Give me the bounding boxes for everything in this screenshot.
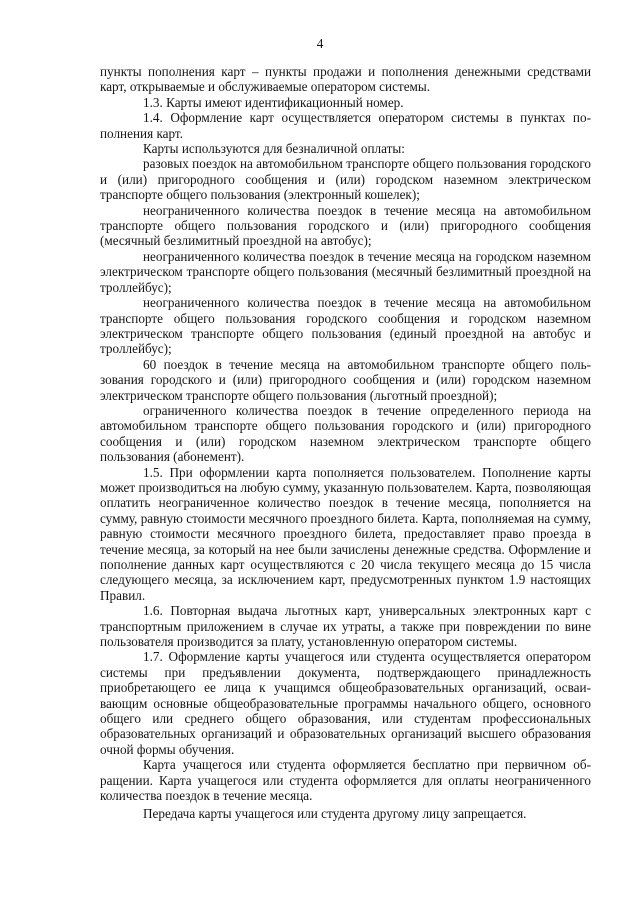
paragraph-1-6: 1.6. Повторная выдача льготных карт, универсальных электронных карт с транспортным приложением в случае их утраты, а также при повреждении по вине пользователя производится за плату, установленную оператором системы.: [100, 603, 591, 650]
paragraph-top-up-points: пункты пополнения карт – пункты продажи и пополнения денежными средствами карт, открываемые и обслуживаемые оператором системы.: [100, 64, 591, 95]
paragraph-transfer-prohibited: Передача карты учащегося или студента другому лицу запрещается.: [143, 805, 527, 821]
paragraph-1-3: 1.3. Карты имеют идентификационный номер.: [143, 94, 404, 110]
document-body: [100, 64, 591, 821]
paragraph-cards-usage: Карты используются для безналичной оплаты:: [143, 141, 405, 157]
paragraph-1-4: 1.4. Оформление карт осуществляется оператором системы в пунктах пополнения карт.: [100, 110, 591, 141]
paragraph-unlimited-bus: неограниченного количества поездок в течение месяца на автомобильном транспорте общего пользования городского и (или) пригородного сообщения (месячный безлимитный проездной на автобус);: [100, 202, 591, 249]
paragraph-unlimited-trolleybus: неограниченного количества поездок в течение месяца на городском наземном электрическом транспорте общего пользования (месячный безлимитный проездной на троллейбус);: [100, 248, 591, 295]
paragraph-student-card-free: Карта учащегося или студента оформляется бесплатно при первичном обращении. Карта учащегося или студента оформляется для оплаты неограниченного количества поездок в течение месяца.: [100, 757, 591, 804]
paragraph-1-5: 1.5. При оформлении карта пополняется пользователем. Пополнение карты может производиться на любую сумму, указанную пользователем. Карта, позволяющая оплатить неограниченное количество поездок в течение месяца, пополняется на сумму, равную стоимости месячного проездного билета. Карта, пополняемая на сумму, равную стоимости месячного проездного билета, предоставляет право проезда в течение месяца, за который на нее были зачислены денежные средства. Оформление и пополнение данных карт осуществляются с 20 числа текущего месяца до 15 числа следующего месяца, за исключением карт, предусмотренных пунктом 1.9 настоящих Правил.: [100, 464, 591, 603]
paragraph-unified-pass: неограниченного количества поездок в течение месяца на автомобильном транспорте общего пользования городского сообщения и городском наземном электрическом транспорте общего пользования (единый проездной на автобус и троллейбус);: [100, 295, 591, 357]
paragraph-limited-trips: ограниченного количества поездок в течение определенного периода на автомобильном транспорте общего пользования городского и (или) пригородного сообщения и (или) городском наземном электрическом транспорте общего пользования (абонемент).: [100, 402, 591, 465]
paragraph-1-7: 1.7. Оформление карты учащегося или студента осуществляется оператором системы при предъявлении документа, подтверждающего принадлежность приобретающего ее лица к учащимся общеобразовательных организаций, осваивающим основные общеобразовательные программы начального общего, основного общего или среднего общего образования, или студентам профессиональных образовательных организаций и образовательных организаций высшего образования очной формы обучения.: [100, 649, 591, 757]
paragraph-single-trips: разовых поездок на автомобильном транспорте общего пользования городского и (или) пригородного сообщения и (или) городском наземном электрическом транспорте общего пользования (электронный кошелек);: [100, 156, 591, 203]
page-number: 4: [316, 36, 324, 51]
paragraph-60-trips: 60 поездок в течение месяца на автомобильном транспорте общего пользования городского и (или) пригородного сообщения и (или) городском наземном электрическом транспорте общего пользования (льготный проездной);: [100, 356, 591, 403]
